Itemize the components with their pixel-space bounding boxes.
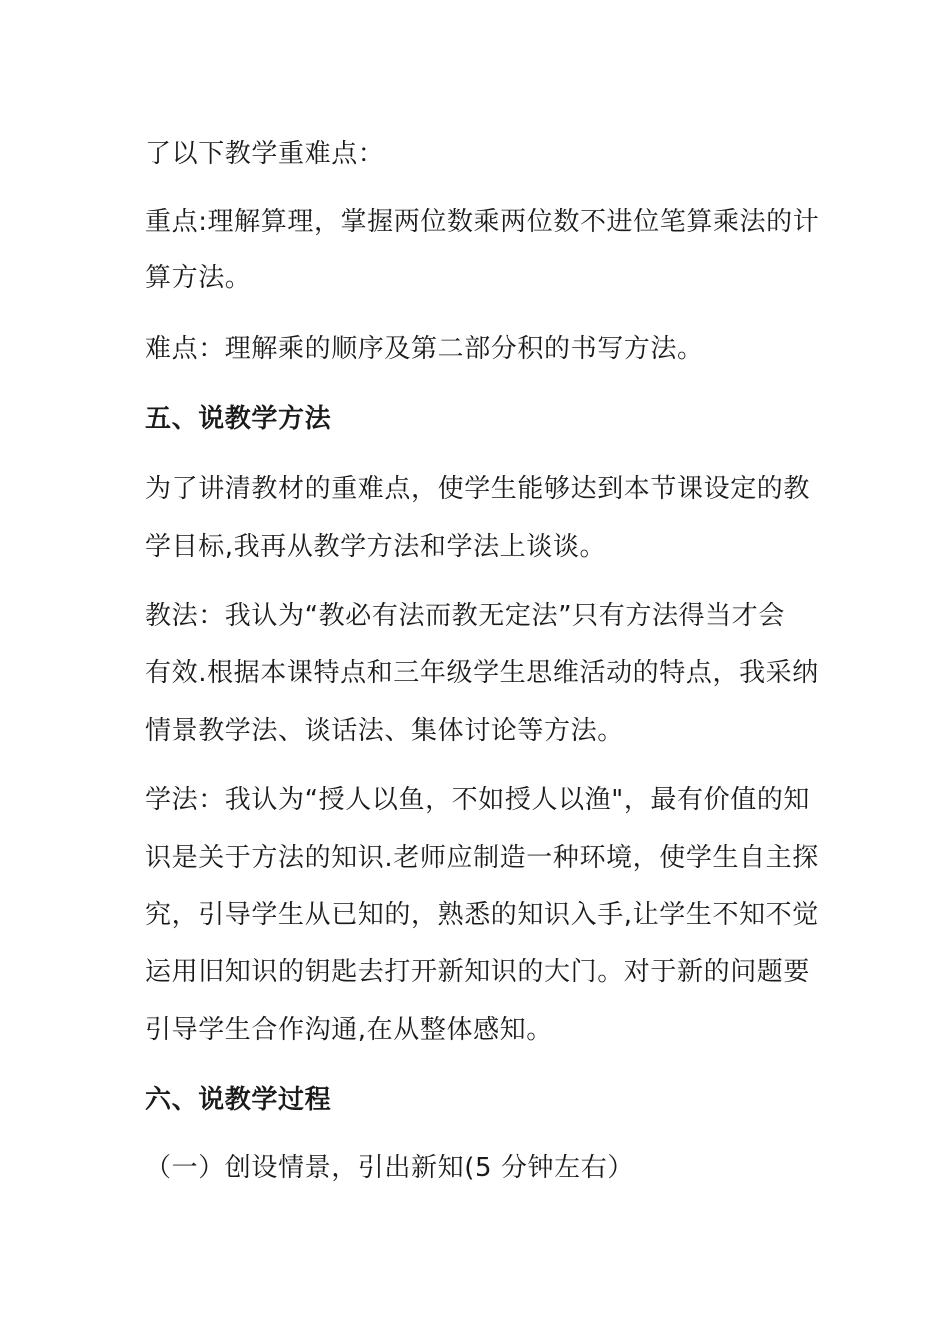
paragraph-line: 识是关于方法的知识.老师应制造一种环境，使学生自主探 — [145, 843, 819, 873]
section-heading: 六、说教学过程 — [145, 1085, 332, 1115]
paragraph-line: 重点:理解算理，掌握两位数乘两位数不进位笔算乘法的计 — [145, 207, 820, 237]
paragraph-line: 为了讲清教材的重难点，使学生能够达到本节课设定的教 — [145, 474, 811, 504]
paragraph-line: 了以下教学重难点： — [145, 139, 385, 169]
paragraph-line: 难点：理解乘的顺序及第二部分积的书写方法。 — [145, 334, 704, 364]
paragraph-line: 情景教学法、谈话法、集体讨论等方法。 — [145, 716, 624, 746]
subsection-heading: （一）创设情景，引出新知(5 分钟左右） — [145, 1153, 634, 1183]
paragraph-line: 算方法。 — [145, 263, 252, 293]
paragraph-line: 学法：我认为“授人以鱼，不如授人以渔"，最有价值的知 — [145, 785, 811, 815]
paragraph-line: 引导学生合作沟通,在从整体感知。 — [145, 1015, 553, 1045]
paragraph-line: 运用旧知识的钥匙去打开新知识的大门。对于新的问题要 — [145, 957, 811, 987]
paragraph-line: 学目标,我再从教学方法和学法上谈谈。 — [145, 532, 607, 562]
section-heading: 五、说教学方法 — [145, 404, 332, 434]
paragraph-line: 究，引导学生从已知的，熟悉的知识入手,让学生不知不觉 — [145, 900, 819, 930]
paragraph-line: 教法：我认为“教必有法而教无定法”只有方法得当才会 — [145, 601, 785, 631]
paragraph-line: 有效.根据本课特点和三年级学生思维活动的特点，我采纳 — [145, 658, 819, 688]
